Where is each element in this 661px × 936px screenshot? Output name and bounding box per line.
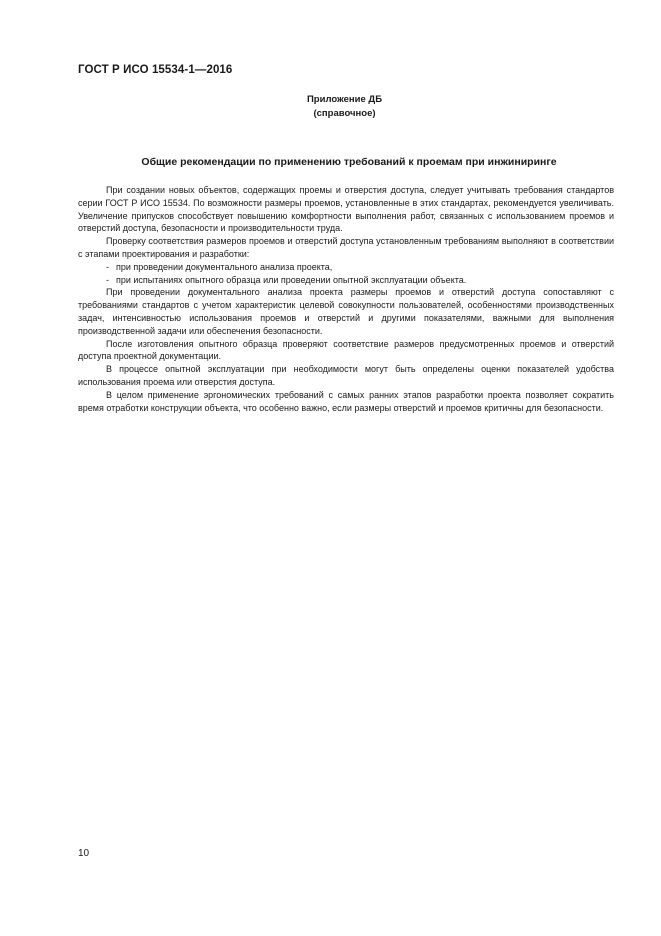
list-dash: - — [106, 261, 109, 272]
list-dash: - — [106, 274, 109, 285]
paragraph: При проведении документального анализа проекта размеры проемов и отверстий доступа сопоставляют с требованиями стандартов с учетом характеристик целевой совокупности пользователей, особенностями производственных задач, интенсивностью использования проемов и отверстий и другими показателями, важными для выполнения производственной задачи или обеспечения безопасности. — [78, 287, 614, 336]
paragraph: При создании новых объектов, содержащих проемы и отверстия доступа, следует учитывать требования стандартов серии ГОСТ Р ИСО 15534. По возможности размеры проемов, установленные в этих стандартах, рекомендуется увеличивать. Увеличение припусков способствует повышению комфортности выполнения работ, связанных с использованием проемов и отверстий доступа, безопасности и производительности труда. — [78, 185, 614, 234]
list-item — [78, 261, 614, 274]
appendix-title: Приложение ДБ — [306, 94, 383, 105]
appendix-heading — [0, 93, 661, 121]
paragraph: После изготовления опытного образца проверяют соответствие размеров предусмотренных проемов и отверстий доступа проектной документации. — [78, 338, 614, 362]
list-item — [78, 274, 614, 287]
paragraph: Проверку соответствия размеров проемов и отверстий доступа установленным требованиям выполняют в соответствии с этапами проектирования и разработки: — [78, 236, 614, 259]
paragraph: В процессе опытной эксплуатации при необходимости могут быть определены оценки показателей удобства использования проема или отверстия доступа. — [78, 364, 614, 387]
section-title: Общие рекомендации по применению требований к проемам при инжиниринге — [141, 156, 557, 168]
paragraph: В целом применение эргономических требований с самых ранних этапов разработки проекта позволяет сократить время отработки конструкции объекта, что особенно важно, если размеры отверстий и проемов критичны для безопасности. — [78, 389, 614, 413]
list-item-text: при проведении документального анализа проекта, — [116, 261, 333, 272]
page-number: 10 — [78, 848, 90, 859]
body-text — [78, 184, 614, 414]
appendix-subtitle: (справочное) — [313, 108, 376, 119]
list-item-text: при испытаниях опытного образца или проведении опытной эксплуатации объекта. — [116, 274, 467, 285]
document-id-header: ГОСТ Р ИСО 15534-1—2016 — [78, 64, 233, 76]
